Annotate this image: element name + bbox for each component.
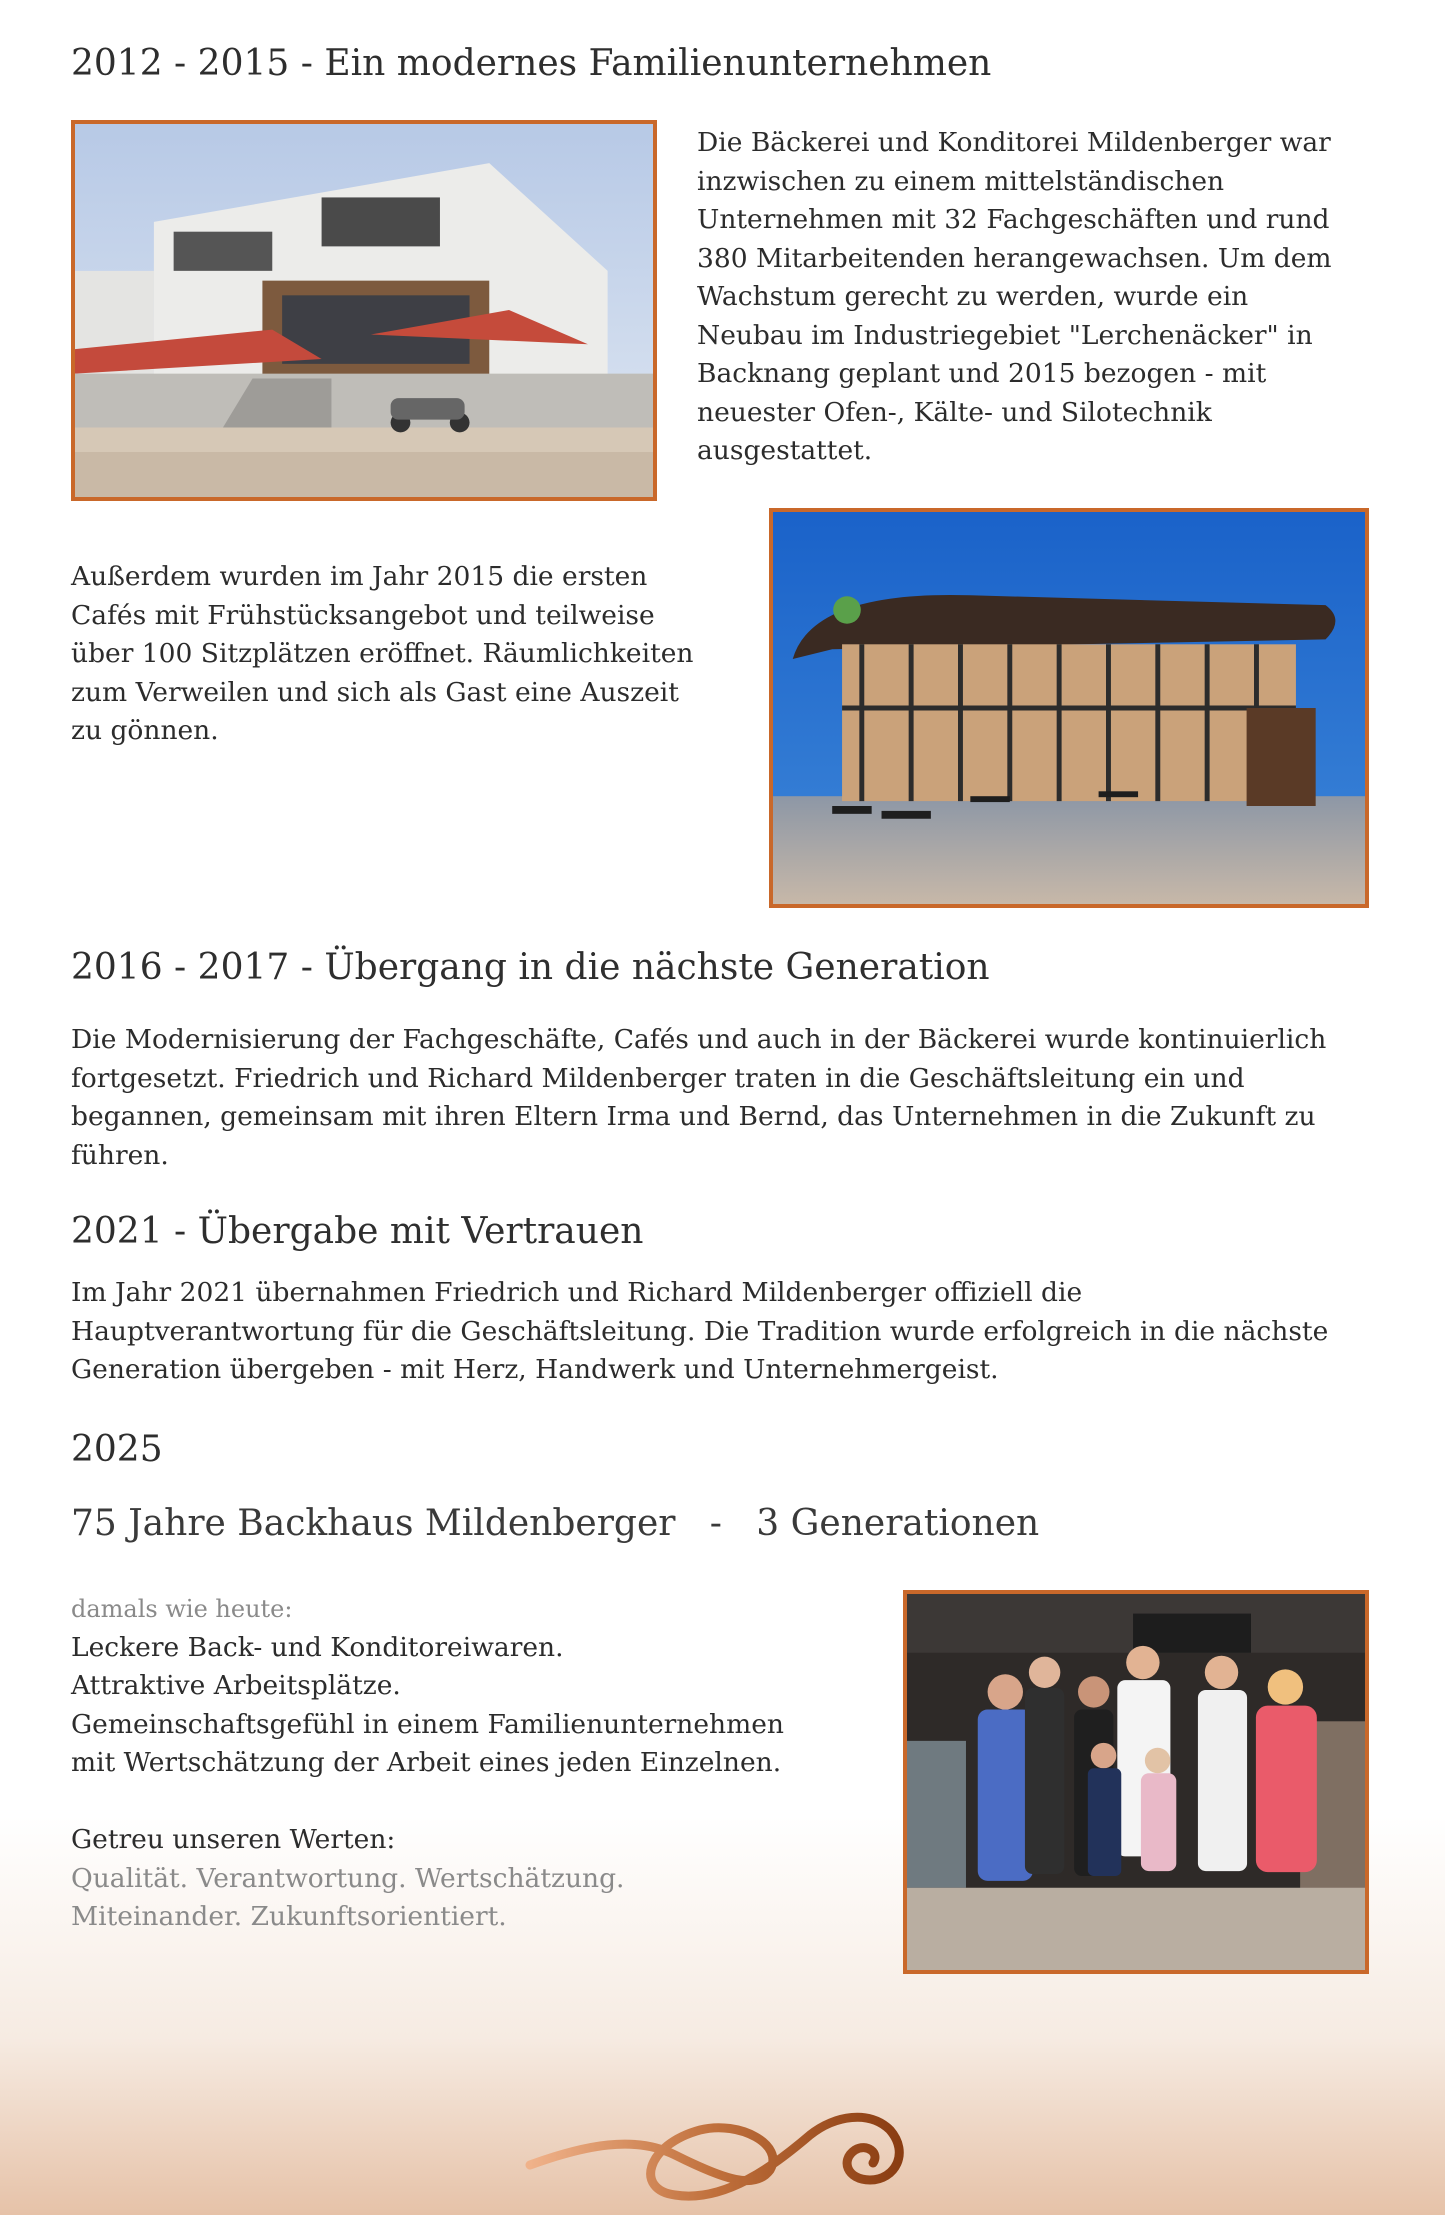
section-heading-2025: 2025 [71, 1429, 163, 1470]
text-line: mit Wertschätzung der Arbeit eines jeden Einzelnen. [71, 1747, 782, 1778]
values-label: Getreu unseren Werten: [71, 1824, 396, 1855]
section-heading-2016: 2016 - 2017 - Übergang in die nächste Generation [71, 947, 990, 988]
text-line: Die Bäckerei und Konditorei Mildenberger war [697, 127, 1331, 158]
text-line: Unternehmen mit 32 Fachgeschäften und rund [697, 204, 1330, 235]
family-photo [903, 1590, 1369, 1974]
text-line: neuester Ofen-, Kälte- und Silotechnik [697, 396, 1212, 428]
text-line: 380 Mitarbeitenden herangewachsen. Um dem [697, 242, 1332, 274]
spacer [71, 1783, 871, 1822]
text-line: zu gönnen. [71, 715, 219, 746]
text-line: Die Modernisierung der Fachgeschäfte, Cafés und auch in der Bäckerei wurde kontinuierlich [71, 1024, 1327, 1055]
text-line: führen. [71, 1139, 169, 1171]
text-line: Gemeinschaftsgefühl in einem Familienunternehmen [71, 1708, 785, 1740]
anniversary-title: 75 Jahre Backhaus Mildenberger - 3 Generationen [71, 1503, 1040, 1544]
swirl-ornament-icon [525, 2075, 925, 2205]
values-line: Qualität. Verantwortung. Wertschätzung. [71, 1862, 625, 1894]
text-line: Backnang geplant und 2015 bezogen - mit [697, 358, 1267, 389]
section-1-text [697, 124, 1397, 471]
values-text-block [71, 1590, 871, 1937]
text-line: inzwischen zu einem mittelständischen [697, 165, 1225, 197]
text-line: Leckere Back- und Konditoreiwaren. [71, 1631, 564, 1663]
text-line: ausgestattet. [697, 435, 873, 466]
values-line: Miteinander. Zukunftsorientiert. [71, 1901, 507, 1932]
text-line: Attraktive Arbeitsplätze. [71, 1670, 401, 1701]
text-line: zum Verweilen und sich als Gast eine Auszeit [71, 676, 679, 708]
cafe-photo [769, 508, 1369, 908]
section-2-text [71, 1021, 1391, 1175]
text-line: fortgesetzt. Friedrich und Richard Mildenberger traten in die Geschäftsleitung ein und [71, 1062, 1245, 1094]
text-line: Neubau im Industriegebiet "Lerchenäcker" in [697, 319, 1313, 351]
intro-label: damals wie heute: [71, 1595, 293, 1623]
text-line: Hauptverantwortung für die Geschäftsleitung. Die Tradition wurde erfolgreich in die nächste [71, 1315, 1329, 1347]
text-line: Generation übergeben - mit Herz, Handwerk und Unternehmergeist. [71, 1354, 999, 1385]
section-heading-2012: 2012 - 2015 - Ein modernes Familienunternehmen [71, 43, 992, 84]
text-line: Außerdem wurden im Jahr 2015 die ersten [71, 561, 648, 592]
text-line: begannen, gemeinsam mit ihren Eltern Irma und Bernd, das Unternehmen in die Zukunft zu [71, 1101, 1316, 1132]
section-heading-2021: 2021 - Übergabe mit Vertrauen [71, 1211, 644, 1252]
text-line: Wachstum gerecht zu werden, wurde ein [697, 281, 1249, 312]
section-3-text [71, 1274, 1391, 1390]
text-line: Im Jahr 2021 übernahmen Friedrich und Richard Mildenberger offiziell die [71, 1277, 1083, 1308]
text-line: über 100 Sitzplätzen eröffnet. Räumlichkeiten [71, 638, 694, 669]
bakery-building-photo [71, 120, 657, 501]
text-line: Cafés mit Frühstücksangebot und teilweise [71, 599, 655, 631]
section-1-cafe-text [71, 558, 771, 751]
